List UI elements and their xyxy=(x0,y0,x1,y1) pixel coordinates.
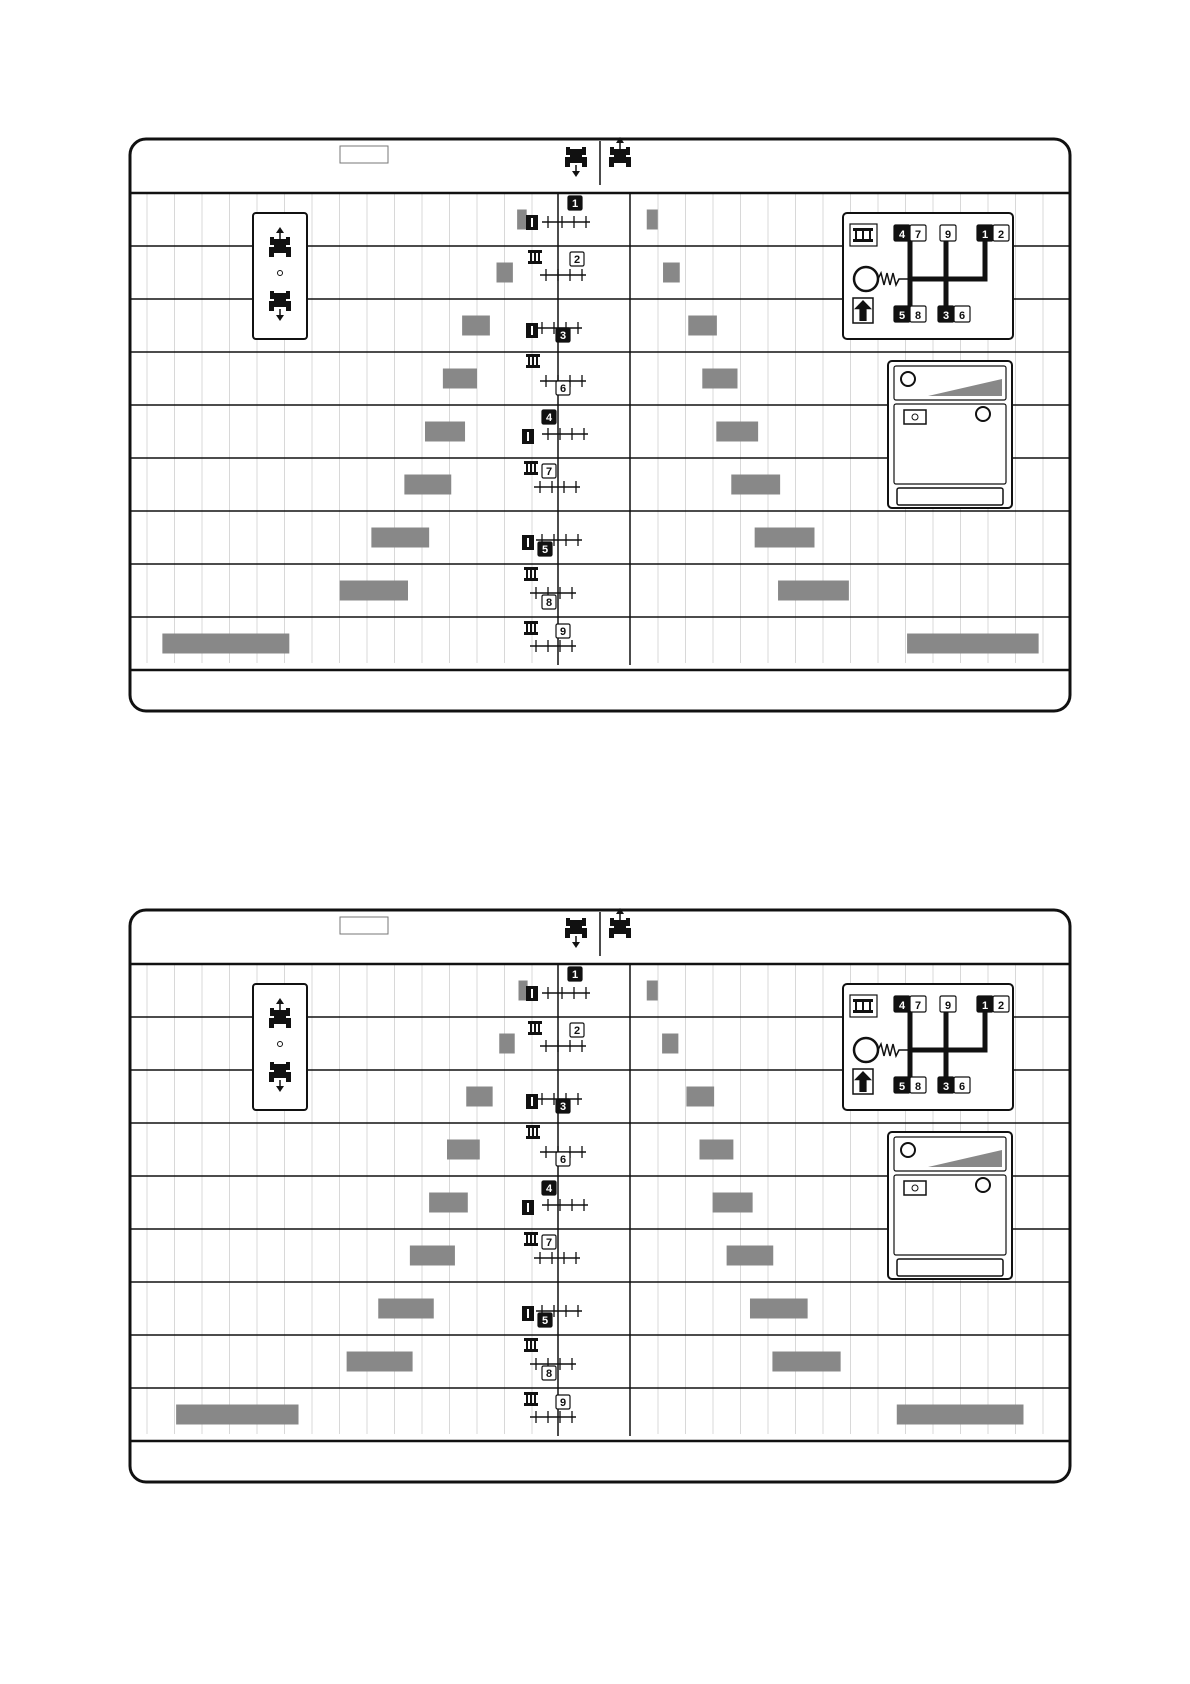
gear-number-label: 6 xyxy=(559,1154,567,1166)
legend-tractor-front-icon-wheel-rl xyxy=(269,247,274,257)
bar-forward-gear xyxy=(688,316,717,336)
forward-tractor-icon-body xyxy=(614,920,626,934)
gear-range-high-icon-stroke xyxy=(534,1394,536,1404)
ratio-label-box xyxy=(340,146,388,163)
gear-range-high-icon-stroke xyxy=(530,463,532,473)
bar-forward-gear xyxy=(750,1299,808,1319)
gear-range-high-icon-stroke xyxy=(526,569,528,579)
legend-tractor-front-icon-wheel-fl xyxy=(270,237,274,245)
bar-forward-gear xyxy=(686,1087,714,1107)
neutral-circle xyxy=(854,267,878,291)
gear-range-high-icon-stroke xyxy=(530,1023,532,1033)
tyre-size-box xyxy=(897,1259,1003,1276)
gear-number-label: 9 xyxy=(559,1397,567,1409)
forward-tractor-icon-wheel-rr xyxy=(626,157,631,167)
bar-reverse-gear xyxy=(404,475,451,495)
bar-forward-gear xyxy=(727,1246,774,1266)
neutral-circle xyxy=(854,1038,878,1062)
speed-chart-plate-1 xyxy=(0,133,1190,723)
legend-tractor-front-icon-wheel-rr xyxy=(286,247,291,257)
gear-number-label: 9 xyxy=(559,626,567,638)
shift-gear-6: 6 xyxy=(958,1081,966,1093)
legend-tractor-rear-icon-wheel-fr xyxy=(286,1062,290,1070)
gear-number-label: 4 xyxy=(545,412,553,424)
gear-range-high-icon-stroke xyxy=(530,1340,532,1350)
reverse-tractor-icon-body xyxy=(570,149,582,163)
bar-forward-gear xyxy=(716,422,758,442)
gear-range-high-icon-stroke xyxy=(530,1234,532,1244)
bar-reverse-gear xyxy=(347,1352,413,1372)
legend-tractor-front-icon-body xyxy=(274,239,286,253)
gear-range-high-icon-stroke xyxy=(534,1234,536,1244)
reverse-tractor-icon-body xyxy=(570,920,582,934)
gear-range-high-icon-stroke xyxy=(532,356,534,366)
gear-range-low-mark xyxy=(527,538,529,547)
bar-forward-gear xyxy=(731,475,780,495)
legend-tractor-rear-icon-wheel-rl xyxy=(269,301,274,311)
bar-forward-gear xyxy=(702,369,737,389)
gear-range-high-icon-stroke xyxy=(530,569,532,579)
forward-tractor-icon-wheel-fl xyxy=(610,918,614,926)
gear-number-label: 7 xyxy=(545,466,553,478)
bar-reverse-gear xyxy=(371,528,429,548)
engine-pto-panel xyxy=(888,1132,1012,1279)
bar-reverse-gear xyxy=(443,369,477,389)
gear-range-low-mark xyxy=(531,1097,533,1106)
shift-range-high-icon-stroke xyxy=(869,230,871,240)
gear-range-high-icon-stroke xyxy=(526,463,528,473)
gear-range-high-icon-stroke xyxy=(528,356,530,366)
gear-number-label: 2 xyxy=(573,254,581,266)
shift-gear-3: 3 xyxy=(942,1081,950,1093)
legend-tractor-rear-icon-wheel-fr xyxy=(286,291,290,299)
shift-range-high-icon-stroke xyxy=(869,1001,871,1011)
bar-forward-gear xyxy=(772,1352,840,1372)
gear-range-high-icon-stroke xyxy=(534,1023,536,1033)
gear-range-low-mark xyxy=(531,218,533,227)
gear-range-high-icon-stroke xyxy=(526,623,528,633)
gear-range-high-icon-stroke xyxy=(530,252,532,262)
gear-number-label: 1 xyxy=(571,969,579,981)
bar-forward-gear xyxy=(647,210,658,230)
bar-forward-gear xyxy=(663,263,680,283)
legend-tractor-front-icon-wheel-fr xyxy=(286,1008,290,1016)
shift-gear-2: 2 xyxy=(997,229,1005,241)
gear-range-high-icon-stroke xyxy=(534,623,536,633)
shift-gear-4: 4 xyxy=(898,1000,906,1012)
gear-range-high-icon-stroke xyxy=(538,1023,540,1033)
bar-forward-gear xyxy=(755,528,815,548)
shift-gear-3: 3 xyxy=(942,310,950,322)
reverse-tractor-icon-wheel-rr xyxy=(582,157,587,167)
shift-gear-5: 5 xyxy=(898,1081,906,1093)
gear-range-high-icon-stroke xyxy=(528,1127,530,1137)
reverse-tractor-icon-wheel-rr xyxy=(582,928,587,938)
legend-tractor-front-icon-wheel-fl xyxy=(270,1008,274,1016)
gear-range-high-icon-stroke xyxy=(536,356,538,366)
bar-reverse-gear xyxy=(447,1140,480,1160)
bar-reverse-gear xyxy=(162,634,289,654)
tyre-size-box xyxy=(897,488,1003,505)
gear-range-high-icon-stroke xyxy=(534,252,536,262)
bar-forward-gear xyxy=(662,1034,678,1054)
bar-forward-gear xyxy=(647,981,658,1001)
reverse-tractor-icon-wheel-fr xyxy=(582,918,586,926)
legend-tractor-rear-icon-wheel-rr xyxy=(286,301,291,311)
gear-range-low-mark xyxy=(531,989,533,998)
gear-number-label: 8 xyxy=(545,597,553,609)
drive-mode-legend xyxy=(253,213,307,339)
gear-range-high-icon-stroke xyxy=(530,1394,532,1404)
legend-tractor-rear-icon-wheel-fl xyxy=(270,291,274,299)
shift-gear-1: 1 xyxy=(981,1000,989,1012)
forward-tractor-icon-wheel-fl xyxy=(610,147,614,155)
gear-range-high-icon-stroke xyxy=(538,252,540,262)
gear-number-label: 1 xyxy=(571,198,579,210)
shift-gear-7: 7 xyxy=(914,1000,922,1012)
gear-number-label: 3 xyxy=(559,330,567,342)
gear-range-high-icon-stroke xyxy=(534,569,536,579)
forward-tractor-icon-wheel-rl xyxy=(609,157,614,167)
speed-chart-2 xyxy=(0,904,1190,1494)
gear-range-high-icon-stroke xyxy=(526,1394,528,1404)
forward-tractor-icon-wheel-fr xyxy=(626,918,630,926)
gear-range-low-mark xyxy=(527,1309,529,1318)
legend-tractor-rear-icon-wheel-rl xyxy=(269,1072,274,1082)
reverse-tractor-icon-wheel-rl xyxy=(565,928,570,938)
shift-gear-8: 8 xyxy=(914,1081,922,1093)
pto-shaft-icon xyxy=(904,410,926,424)
reverse-tractor-icon-wheel-rl xyxy=(565,157,570,167)
gear-number-label: 4 xyxy=(545,1183,553,1195)
gear-range-high-icon-stroke xyxy=(532,1127,534,1137)
shift-gear-9: 9 xyxy=(944,229,952,241)
gear-number-label: 2 xyxy=(573,1025,581,1037)
gear-number-label: 6 xyxy=(559,383,567,395)
shift-gear-6: 6 xyxy=(958,310,966,322)
gear-number-label: 7 xyxy=(545,1237,553,1249)
bar-reverse-gear xyxy=(176,1405,298,1425)
shift-range-high-icon-stroke xyxy=(855,230,857,240)
bar-reverse-gear xyxy=(410,1246,455,1266)
legend-tractor-rear-icon-body xyxy=(274,1064,286,1078)
gear-number-label: 8 xyxy=(545,1368,553,1380)
speed-chart-1 xyxy=(0,133,1190,723)
bar-forward-gear xyxy=(699,1140,733,1160)
legend-tractor-front-icon-body xyxy=(274,1010,286,1024)
shift-gear-4: 4 xyxy=(898,229,906,241)
bar-reverse-gear xyxy=(429,1193,468,1213)
shift-gear-2: 2 xyxy=(997,1000,1005,1012)
shift-range-high-icon-stroke xyxy=(862,1001,864,1011)
bar-forward-gear xyxy=(897,1405,1024,1425)
ratio-label-box xyxy=(340,917,388,934)
shift-gear-9: 9 xyxy=(944,1000,952,1012)
gear-number-label: 3 xyxy=(559,1101,567,1113)
shift-range-high-icon-stroke xyxy=(855,1001,857,1011)
gear-range-low-mark xyxy=(531,326,533,335)
bar-forward-gear xyxy=(907,634,1039,654)
gear-range-low-mark xyxy=(527,432,529,441)
shift-gear-1: 1 xyxy=(981,229,989,241)
reverse-tractor-icon-wheel-fl xyxy=(566,918,570,926)
shift-range-high-icon-stroke xyxy=(862,230,864,240)
reverse-tractor-icon-wheel-fl xyxy=(566,147,570,155)
bar-forward-gear xyxy=(778,581,849,601)
bar-reverse-gear xyxy=(499,1034,514,1054)
bar-reverse-gear xyxy=(497,263,513,283)
gear-range-high-icon-stroke xyxy=(536,1127,538,1137)
gear-shift-pattern xyxy=(843,213,1013,339)
legend-tractor-rear-icon-body xyxy=(274,293,286,307)
forward-tractor-icon-wheel-fr xyxy=(626,147,630,155)
bar-reverse-gear xyxy=(425,422,465,442)
bar-reverse-gear xyxy=(517,210,527,230)
shift-gear-5: 5 xyxy=(898,310,906,322)
bar-forward-gear xyxy=(713,1193,753,1213)
bar-reverse-gear xyxy=(340,581,408,601)
gear-range-high-icon-stroke xyxy=(534,463,536,473)
forward-tractor-icon-wheel-rr xyxy=(626,928,631,938)
gear-number-label: 5 xyxy=(541,1315,549,1327)
gear-range-high-icon-stroke xyxy=(530,623,532,633)
legend-tractor-front-icon-wheel-rl xyxy=(269,1018,274,1028)
bar-reverse-gear xyxy=(462,316,490,336)
shift-gear-8: 8 xyxy=(914,310,922,322)
gear-shift-pattern xyxy=(843,984,1013,1110)
gear-range-high-icon-stroke xyxy=(526,1234,528,1244)
gear-range-low-mark xyxy=(527,1203,529,1212)
engine-pto-panel xyxy=(888,361,1012,508)
reverse-tractor-icon-wheel-fr xyxy=(582,147,586,155)
legend-tractor-rear-icon-wheel-fl xyxy=(270,1062,274,1070)
legend-tractor-rear-icon-wheel-rr xyxy=(286,1072,291,1082)
speed-chart-plate-2 xyxy=(0,904,1190,1494)
forward-tractor-icon-body xyxy=(614,149,626,163)
gear-number-label: 5 xyxy=(541,544,549,556)
shift-gear-7: 7 xyxy=(914,229,922,241)
drive-mode-legend xyxy=(253,984,307,1110)
bar-reverse-gear xyxy=(466,1087,492,1107)
legend-tractor-front-icon-wheel-fr xyxy=(286,237,290,245)
pto-shaft-icon xyxy=(904,1181,926,1195)
forward-tractor-icon-wheel-rl xyxy=(609,928,614,938)
bar-reverse-gear xyxy=(378,1299,434,1319)
gear-range-high-icon-stroke xyxy=(534,1340,536,1350)
gear-range-high-icon-stroke xyxy=(526,1340,528,1350)
legend-tractor-front-icon-wheel-rr xyxy=(286,1018,291,1028)
